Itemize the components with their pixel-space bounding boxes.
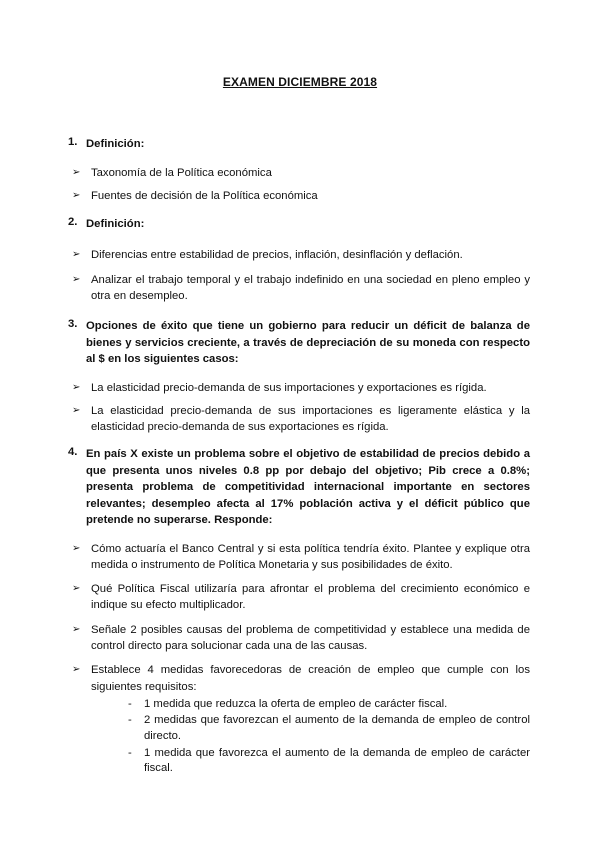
arrow-bullet-icon: ➢ bbox=[72, 248, 81, 260]
list-item bbox=[68, 165, 530, 181]
question-heading: Definición: bbox=[86, 138, 145, 150]
sub-list-item bbox=[128, 713, 530, 744]
sub-list-item bbox=[128, 697, 530, 713]
sub-list-item-text: 1 medida que favorezca el aumento de la demanda de empleo de carácter fiscal. bbox=[144, 746, 530, 775]
question-4 bbox=[68, 446, 530, 777]
question-2 bbox=[68, 216, 530, 304]
question-heading: En país X existe un problema sobre el objetivo de estabilidad de precios debido a que presenta unos niveles 0.8 pp por debajo del objetivo; Pib crece a 0.8%; presenta problema de competitividad internacional importante en sectores relevantes; desempleo afecta al 17% población activa y el déficit público que pretende no superarse. Responde: bbox=[86, 448, 530, 526]
list-item-text: Establece 4 medidas favorecedoras de creación de empleo que cumple con los siguientes requisitos: bbox=[91, 664, 530, 693]
arrow-bullet-icon: ➢ bbox=[72, 166, 81, 178]
list-item bbox=[68, 247, 530, 263]
sub-list-item bbox=[128, 746, 530, 777]
list-item bbox=[68, 662, 530, 777]
question-3 bbox=[68, 318, 530, 435]
list-item-text: Fuentes de decisión de la Política económica bbox=[91, 189, 318, 202]
list-item-text: Diferencias entre estabilidad de precios, inflación, desinflación y deflación. bbox=[91, 248, 463, 261]
bullet-list bbox=[68, 380, 530, 436]
list-item bbox=[68, 188, 530, 204]
question-number: 3. bbox=[68, 318, 78, 330]
list-item-text: La elasticidad precio-demanda de sus importaciones es ligeramente elástica y la elasticidad precio-demanda de sus exportaciones es rígida. bbox=[91, 404, 530, 434]
sub-list-item-text: 1 medida que reduzca la oferta de empleo de carácter fiscal. bbox=[144, 697, 448, 710]
list-item-text: Analizar el trabajo temporal y el trabajo indefinido en una sociedad en pleno empleo y otra en desempleo. bbox=[91, 273, 530, 303]
list-item-text: La elasticidad precio-demanda de sus importaciones y exportaciones es rígida. bbox=[91, 381, 487, 394]
bullet-list bbox=[68, 541, 530, 777]
dash-bullet-icon: - bbox=[128, 746, 132, 759]
arrow-bullet-icon: ➢ bbox=[72, 664, 81, 676]
question-number: 4. bbox=[68, 446, 78, 458]
list-item bbox=[68, 541, 530, 574]
question-heading: Definición: bbox=[86, 218, 145, 230]
list-item-text: Taxonomía de la Política económica bbox=[91, 166, 272, 179]
arrow-bullet-icon: ➢ bbox=[72, 381, 81, 393]
question-1 bbox=[68, 136, 530, 204]
arrow-bullet-icon: ➢ bbox=[72, 189, 81, 201]
dash-bullet-icon: - bbox=[128, 714, 132, 727]
question-heading: Opciones de éxito que tiene un gobierno para reducir un déficit de balanza de bienes y servicios creciente, a través de depreciación de su moneda con respecto al $ en los siguientes casos: bbox=[86, 320, 530, 365]
list-item bbox=[68, 380, 530, 396]
list-item bbox=[68, 272, 530, 305]
list-item bbox=[68, 622, 530, 655]
question-number: 2. bbox=[68, 216, 78, 228]
arrow-bullet-icon: ➢ bbox=[72, 273, 81, 285]
arrow-bullet-icon: ➢ bbox=[72, 404, 81, 416]
list-item bbox=[68, 403, 530, 436]
question-number: 1. bbox=[68, 136, 78, 148]
arrow-bullet-icon: ➢ bbox=[72, 542, 81, 554]
list-item-text: Qué Política Fiscal utilizaría para afrontar el problema del crecimiento económico e indique su efecto multiplicador. bbox=[91, 583, 530, 612]
dash-bullet-icon: - bbox=[128, 697, 132, 710]
sub-list-item-text: 2 medidas que favorezcan el aumento de la demanda de empleo de control directo. bbox=[144, 714, 530, 743]
list-item bbox=[68, 581, 530, 614]
arrow-bullet-icon: ➢ bbox=[72, 583, 81, 595]
arrow-bullet-icon: ➢ bbox=[72, 623, 81, 635]
list-item-text: Señale 2 posibles causas del problema de competitividad y establece una medida de control directo para solucionar cada una de las causas. bbox=[91, 623, 530, 652]
bullet-list bbox=[68, 247, 530, 305]
sub-list bbox=[128, 697, 530, 777]
list-item-text: Cómo actuaría el Banco Central y si esta política tendría éxito. Plantee y explique otra medida o instrumento de Política Monetaria y sus posibilidades de éxito. bbox=[91, 542, 530, 571]
exam-title: EXAMEN DICIEMBRE 2018 bbox=[222, 75, 378, 89]
bullet-list bbox=[68, 165, 530, 205]
